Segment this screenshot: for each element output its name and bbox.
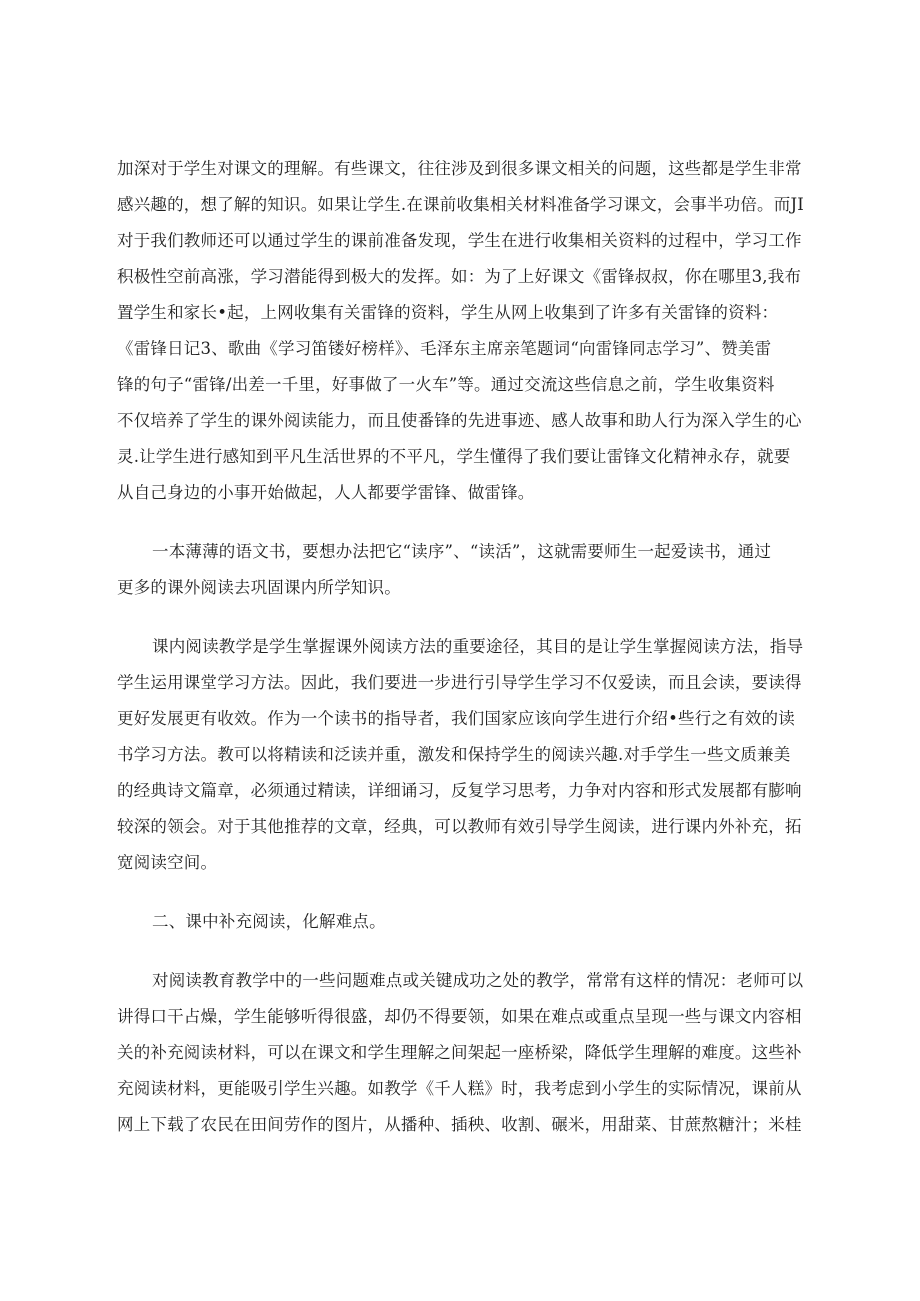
paragraph-1-line-1: 加深对于学生对课文的理解。有些课文，往往涉及到很多课文相关的问题，这些都是学生非常 <box>117 159 802 178</box>
paragraph-3-line-1: 课内阅读教学是学生掌握课外阅读方法的重要途径，其目的是让学生掌握阅读方法，指导 <box>152 637 804 656</box>
paragraph-3-line-4: 书学习方法。教可以将精读和泛读并重，激发和保持学生的阅读兴趣.对手学生一些文质兼美 <box>117 745 791 764</box>
paragraph-3-line-3: 更好发展更有收效。作为一个读书的指导者，我们国家应该向学生进行介绍•些行之有效的读 <box>117 709 795 728</box>
paragraph-1-line-4: 积极性空前高涨，学习潜能得到极大的发挥。如：为了上好课文《雷锋叔叔，你在哪里3,我布 <box>117 267 802 286</box>
paragraph-4-line-3: 关的补充阅读材料，可以在课文和学生理解之间架起一座桥梁，降低学生理解的难度。这些补 <box>117 1043 802 1062</box>
section-heading-2: 二、课中补充阅读，化解难点。 <box>152 912 386 931</box>
paragraph-1-line-3: 对于我们教师还可以通过学生的课前准备发现，学生在进行收集相关资料的过程中，学习工作 <box>117 231 802 250</box>
paragraph-4-line-2: 讲得口干占燥，学生能够听得很盛，却仍不得要领，如果在难点或重点呈现一些与课文内容相 <box>117 1007 802 1026</box>
paragraph-1-line-6: 《雷锋日记3、歌曲《学习笛镂好榜样》、毛泽东主席亲笔题词“向雷锋同志学习”、赞美雷 <box>117 339 772 358</box>
paragraph-1-line-2: 感兴趣的，想了解的知识。如果让学生.在课前收集相关材料准备学习课文，会事半功倍。而JI <box>117 195 804 214</box>
paragraph-1-line-5: 置学生和家长•起，上网收集有关雷锋的资料，学生从网上收集到了许多有关雷锋的资料： <box>117 303 779 322</box>
paragraph-3-line-2: 学生运用课堂学习方法。因此，我们要进一步进行引导学生学习不仅爱读，而且会读，要读得 <box>117 673 802 692</box>
paragraph-3-line-7: 宽阅读空间。 <box>117 853 218 872</box>
paragraph-2-line-1: 一本薄薄的语文书，要想办法把它“读序”、“读活”，这就需要师生一起爱读书，通过 <box>152 542 772 561</box>
paragraph-1-line-8: 不仅培养了学生的课外阅读能力，而且使番锋的先进事迹、感人故事和助人行为深入学生的心 <box>117 411 802 430</box>
paragraph-1-line-9: 灵.让学生进行感知到平凡生活世界的不平凡，学生懂得了我们要让雷锋文化精神永存，就要 <box>117 447 791 466</box>
paragraph-3-line-6: 较深的领会。对于其他推荐的文章，经典，可以教师有效引导学生阅读，进行课内外补充，拓 <box>117 817 802 836</box>
paragraph-1-line-7: 锋的句子“雷锋/出差一千里，好事做了一火车”等。通过交流这些信息之前，学生收集资料 <box>117 375 775 394</box>
paragraph-4-line-5: 网上下载了农民在田间劳作的图片，从播种、插秧、收割、碾米，用甜菜、甘蔗熬糖汁；米桂 <box>117 1115 802 1134</box>
paragraph-4-line-4: 充阅读材料，更能吸引学生兴趣。如教学《千人糕》时，我考虑到小学生的实际情况，课前从 <box>117 1079 802 1098</box>
paragraph-3-line-5: 的经典诗文篇章，必须通过精读，详细诵习，反复学习思考，力争对内容和形式发展都有膨响 <box>117 781 802 800</box>
paragraph-1-line-10: 从自己身边的小事开始做起，人人都要学雷锋、做雷锋。 <box>117 483 535 502</box>
paragraph-4-line-1: 对阅读教育教学中的一些问题难点或关键成功之处的教学，常常有这样的情况：老师可以 <box>152 971 804 990</box>
paragraph-2-line-2: 更多的课外阅读去巩固课内所学知识。 <box>117 578 401 597</box>
